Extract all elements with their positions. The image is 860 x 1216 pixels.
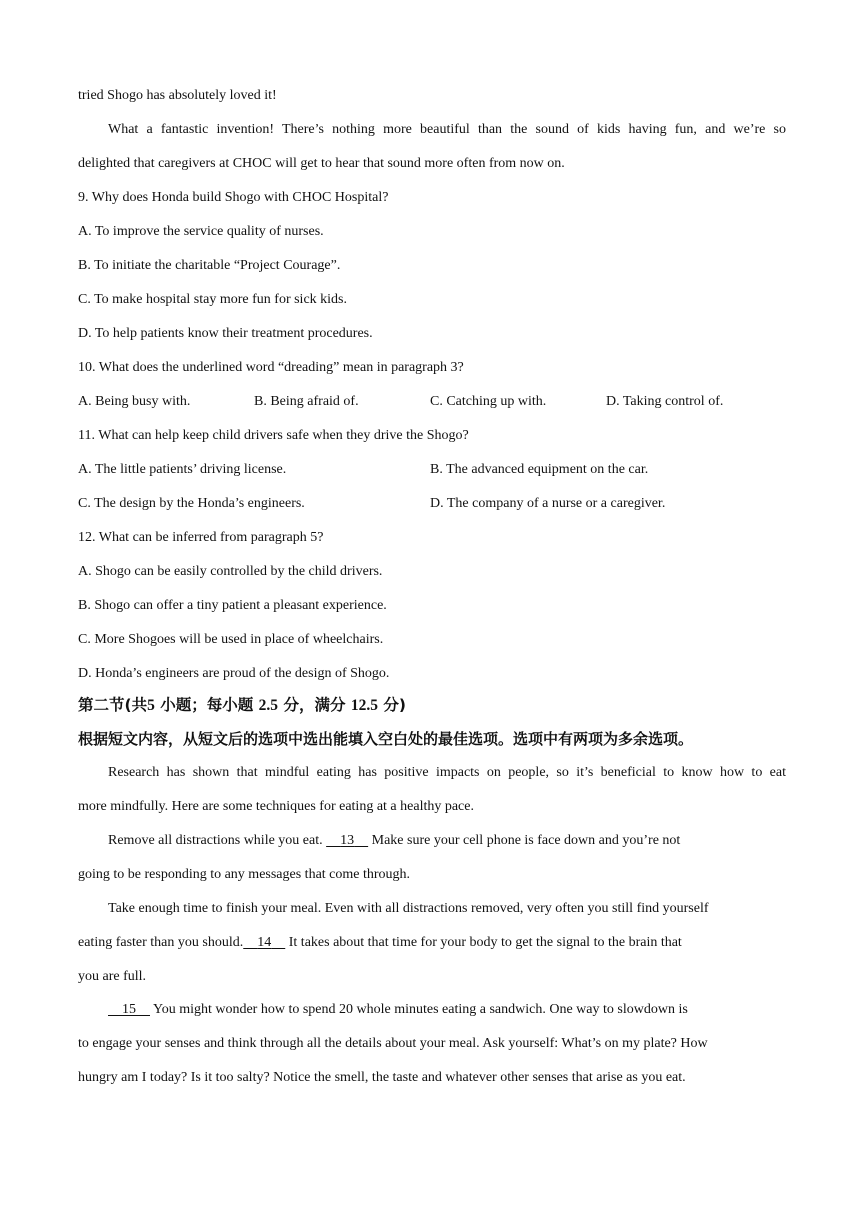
question-12-option-d[interactable]: D. Honda’s engineers are proud of the design of Shogo. <box>78 666 390 681</box>
section-title-part: 第二节(共 <box>78 696 148 714</box>
question-9-option-b[interactable]: B. To initiate the charitable “Project Courage”. <box>78 258 341 273</box>
question-9-option-d[interactable]: D. To help patients know their treatment procedures. <box>78 326 373 341</box>
blank-13[interactable] <box>326 833 368 848</box>
passage-line: What a fantastic invention! There’s nothing more beautiful than the sound of kids having fun, and we’re so <box>108 122 786 137</box>
passage-text: It takes about that time for your body to get the signal to the brain that <box>285 935 682 950</box>
blank-14-number: 14 <box>257 935 272 950</box>
question-11-option-a[interactable]: A. The little patients’ driving license. <box>78 462 287 477</box>
question-11-option-b[interactable]: B. The advanced equipment on the car. <box>430 462 649 477</box>
passage-line <box>78 933 786 953</box>
passage-text: Make sure your cell phone is face down and you’re not <box>368 833 681 848</box>
question-stem-10: 10. What does the underlined word “dreading” mean in paragraph 3? <box>78 360 464 375</box>
question-10-option-d[interactable]: D. Taking control of. <box>606 394 724 409</box>
passage-line: more mindfully. Here are some techniques for eating at a healthy pace. <box>78 799 474 814</box>
passage-text: You might wonder how to spend 20 whole minutes eating a sandwich. One way to slowdown is <box>150 1002 688 1017</box>
question-stem-12: 12. What can be inferred from paragraph 5? <box>78 530 324 545</box>
question-11-option-c[interactable]: C. The design by the Honda’s engineers. <box>78 496 305 511</box>
question-12-option-c[interactable]: C. More Shogoes will be used in place of wheelchairs. <box>78 632 384 647</box>
passage-line: hungry am I today? Is it too salty? Notice the smell, the taste and whatever other senses that arise as you eat. <box>78 1070 686 1085</box>
question-stem-11: 11. What can help keep child drivers safe when they drive the Shogo? <box>78 428 469 443</box>
blank-15-number: 15 <box>122 1002 136 1017</box>
question-stem-9: 9. Why does Honda build Shogo with CHOC Hospital? <box>78 190 389 205</box>
passage-line: going to be responding to any messages that come through. <box>78 867 411 882</box>
passage-line: to engage your senses and think through all the details about your meal. Ask yourself: What’s on my plate? How <box>78 1036 708 1051</box>
question-9-option-c[interactable]: C. To make hospital stay more fun for sick kids. <box>78 292 348 307</box>
question-10-option-b[interactable]: B. Being afraid of. <box>254 394 359 409</box>
passage-line: delighted that caregivers at CHOC will get to hear that sound more often from now on. <box>78 156 565 171</box>
question-11-option-d[interactable]: D. The company of a nurse or a caregiver. <box>430 496 666 511</box>
passage-line <box>108 831 786 851</box>
blank-13-number: 13 <box>340 833 355 848</box>
passage-text: Remove all distractions while you eat. <box>108 833 327 848</box>
section-title-number: 2.5 <box>258 697 279 714</box>
blank-15[interactable] <box>108 1002 150 1017</box>
passage-line <box>108 1000 786 1020</box>
question-9-option-a[interactable]: A. To improve the service quality of nurses. <box>78 224 324 239</box>
passage-line: Take enough time to finish your meal. Even with all distractions removed, very often you still find yourself <box>108 901 709 916</box>
passage-text: eating faster than you should. <box>78 935 244 950</box>
question-12-option-a[interactable]: A. Shogo can be easily controlled by the child drivers. <box>78 564 383 579</box>
section-title-number: 5 <box>147 697 155 714</box>
section-title-part: 小题；每小题 <box>160 696 254 714</box>
question-10-option-c[interactable]: C. Catching up with. <box>430 394 547 409</box>
section-title <box>78 694 406 717</box>
blank-14[interactable] <box>243 935 285 950</box>
section-title-number: 12.5 <box>350 697 378 714</box>
section-title-part: 分) <box>383 696 406 714</box>
section-title-part: 分，满分 <box>283 696 346 714</box>
question-10-option-a[interactable]: A. Being busy with. <box>78 394 191 409</box>
passage-line: you are full. <box>78 969 147 984</box>
section-instruction: 根据短文内容，从短文后的选项中选出能填入空白处的最佳选项。选项中有两项为多余选项。 <box>78 730 694 748</box>
passage-line: Research has shown that mindful eating has positive impacts on people, so it’s beneficial to know how to eat <box>108 765 786 780</box>
passage-line: tried Shogo has absolutely loved it! <box>78 88 277 103</box>
question-12-option-b[interactable]: B. Shogo can offer a tiny patient a pleasant experience. <box>78 598 387 613</box>
